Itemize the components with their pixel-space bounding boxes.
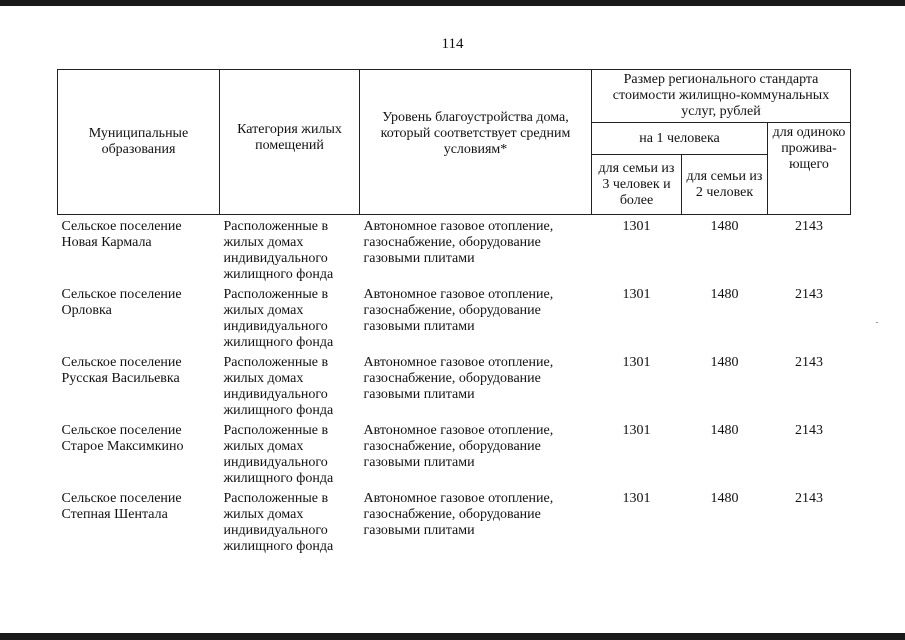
table-row: [58, 215, 851, 288]
scan-border-top: [0, 0, 905, 6]
cell-family2: 1480: [710, 355, 739, 370]
cell-family3: 1301: [622, 219, 651, 234]
cell-family2: 1480: [710, 287, 739, 302]
cell-municipality: Сельское поселение Орловка: [61, 287, 182, 318]
cell-single: 2143: [795, 287, 823, 302]
scan-border-bottom: [0, 633, 905, 640]
header-level: Уровень благоустройства дома, который соответствует средним условиям*: [360, 70, 592, 215]
cell-category: Расположенные в жилых домах индивидуального жилищного фонда: [223, 423, 334, 486]
table-row: [58, 491, 851, 559]
cell-level: Автономное газовое отопление, газоснабжение, оборудование газовыми плитами: [363, 423, 554, 470]
table-body: [58, 215, 851, 560]
cell-category: Расположенные в жилых домах индивидуального жилищного фонда: [223, 287, 334, 350]
cell-family3: 1301: [622, 491, 651, 506]
cell-single: 2143: [795, 423, 823, 438]
cell-category: Расположенные в жилых домах индивидуального жилищного фонда: [223, 219, 334, 282]
table-row: [58, 355, 851, 423]
standards-table: [57, 69, 851, 559]
header-family3: для семьи из 3 человек и более: [592, 155, 682, 215]
cell-level: Автономное газовое отопление, газоснабжение, оборудование газовыми плитами: [363, 287, 554, 334]
cell-family3: 1301: [622, 287, 651, 302]
cell-municipality: Сельское поселение Старое Максимкино: [61, 423, 184, 454]
cell-municipality: Сельское поселение Степная Шентала: [61, 491, 182, 522]
header-per-person: на 1 человека: [592, 123, 768, 155]
scan-speck: [876, 322, 878, 323]
table-row: [58, 287, 851, 355]
page-number: 114: [441, 36, 464, 52]
cell-single: 2143: [795, 491, 823, 506]
header-family2: для семьи из 2 человек: [682, 155, 768, 215]
cell-family2: 1480: [710, 491, 739, 506]
cell-single: 2143: [795, 219, 823, 234]
table-row: [58, 423, 851, 491]
table-header: [58, 70, 851, 215]
cell-level: Автономное газовое отопление, газоснабжение, оборудование газовыми плитами: [363, 355, 554, 402]
header-single: для одиноко прожива-ющего: [768, 123, 851, 215]
cell-level: Автономное газовое отопление, газоснабжение, оборудование газовыми плитами: [363, 491, 554, 538]
header-standard: Размер регионального стандарта стоимости жилищно-коммунальных услуг, рублей: [592, 70, 851, 123]
cell-level: Автономное газовое отопление, газоснабжение, оборудование газовыми плитами: [363, 219, 554, 266]
header-category: Категория жилых помещений: [220, 70, 360, 215]
cell-municipality: Сельское поселение Новая Кармала: [61, 219, 182, 250]
cell-category: Расположенные в жилых домах индивидуального жилищного фонда: [223, 355, 334, 418]
cell-family2: 1480: [710, 423, 739, 438]
cell-family3: 1301: [622, 423, 651, 438]
header-municipality: Муниципальные образования: [58, 70, 220, 215]
cell-family3: 1301: [622, 355, 651, 370]
cell-municipality: Сельское поселение Русская Васильевка: [61, 355, 182, 386]
cell-single: 2143: [795, 355, 823, 370]
cell-category: Расположенные в жилых домах индивидуального жилищного фонда: [223, 491, 334, 554]
standards-table-wrapper: [57, 69, 850, 559]
cell-family2: 1480: [710, 219, 739, 234]
